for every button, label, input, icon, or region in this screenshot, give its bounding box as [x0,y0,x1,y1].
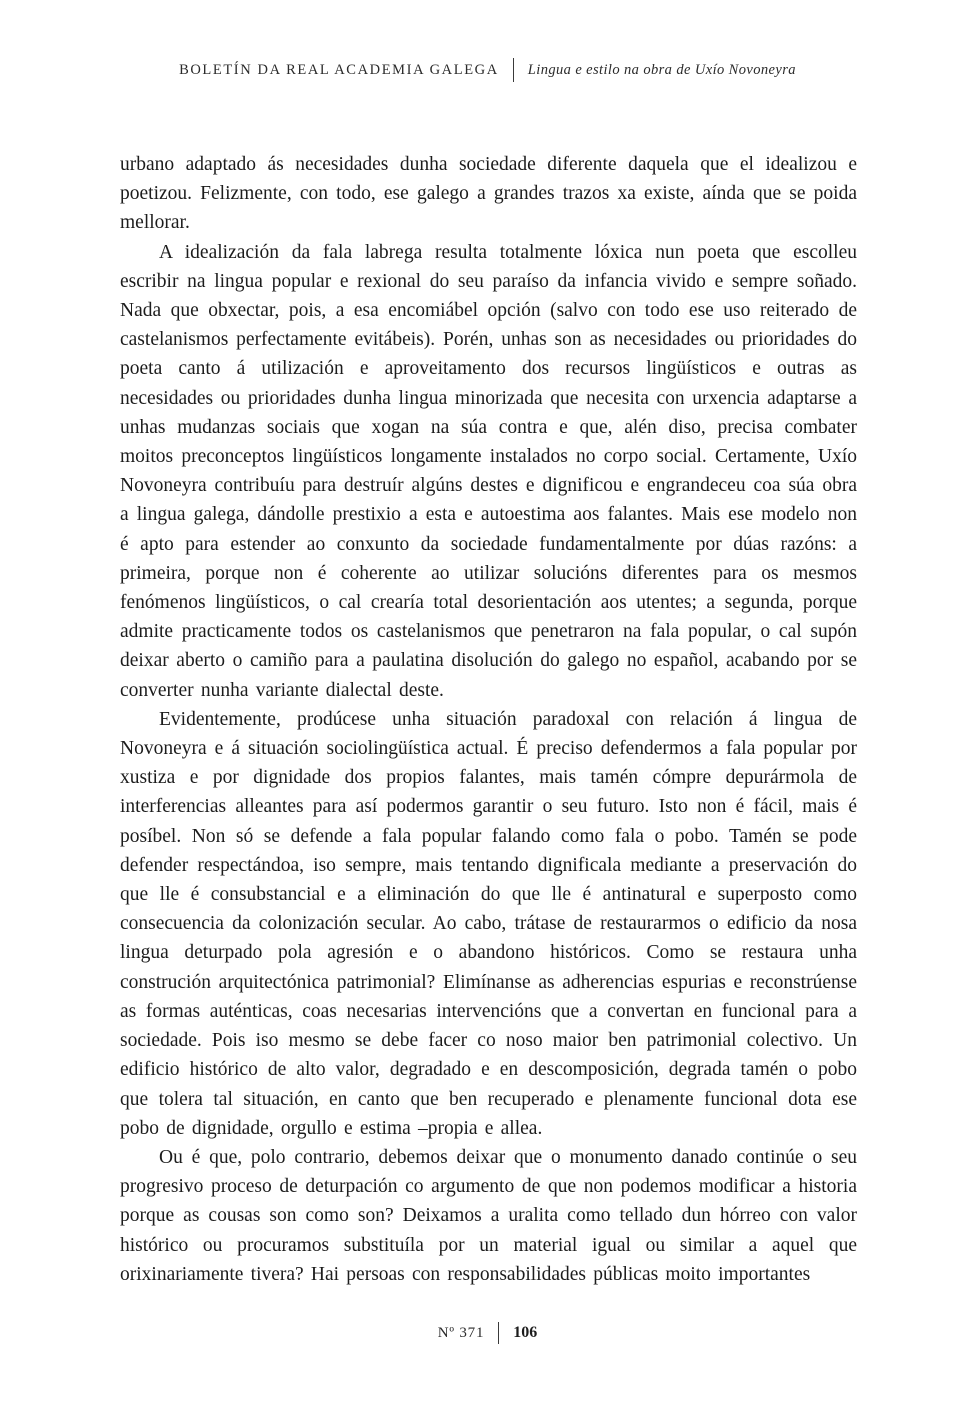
paragraph: Evidentemente, prodúcese unha situación paradoxal con relación á lingua de Novoneyra e á situación sociolingüística actual. É preciso defendermos a fala popular por xustiza e por dignidade dos propios falantes, mais tamén cómpre depurármola de interferencias alleantes para así podermos garantir o seu futuro. Isto non é fácil, mais é posíbel. Non só se defende a fala popular falando como fala o pobo. Tamén se pode defender respectándoa, iso sempre, mais tentando dignificala mediante a preservación do que lle é consubstancial e a eliminación do que lle é antinatural e superposto como consecuencia da colonización secular. Ao cabo, trátase de restaurarmos o edificio da nosa lingua deturpado pola agresión e o abandono históricos. Como se restaura unha construción arquitectónica patrimonial? Elimínanse as adherencias espurias e reconstrúense as formas auténticas, coas necesarias intervencións que a convertan en funcional para a sociedade. Pois iso mesmo se debe facer co noso maior ben patrimonial colectivo. Un edificio histórico de alto valor, degradado e en descomposición, degrada tamén o pobo que tolera tal situación, en canto que ben recuperado e plenamente funcional dota ese pobo de dignidade, orgullo e estima –propia e allea. [120,708,857,1139]
page-header [0,58,975,82]
article-body [120,150,857,1289]
paragraph: Ou é que, polo contrario, debemos deixar que o monumento danado continúe o seu progresivo proceso de deturpación co argumento de que non podemos modificar a historia porque as cousas son como son? Deixamos a uralita como tellado dun hórreo con valor histórico ou procuramos substituíla por un material igual ou similar a aquel que orixinariamente tivera? Hai persoas con responsabilidades públicas moito importantes [120,1146,857,1285]
page-number: 106 [513,1324,538,1341]
issue-number: Nº 371 [437,1324,485,1341]
paragraph: urbano adaptado ás necesidades dunha sociedade diferente daquela que el idealizou e poetizou. Felizmente, con todo, ese galego a grandes trazos xa existe, aínda que se poida mellorar. [120,154,857,234]
page-footer [0,1322,975,1344]
journal-title: BOLETÍN DA REAL ACADEMIA GALEGA [179,61,499,78]
article-title: Lingua e estilo na obra de Uxío Novoneyra [527,61,796,78]
paragraph: A idealización da fala labrega resulta totalmente lóxica nun poeta que escolleu escribir na lingua popular e rexional do seu paraíso da infancia vivido e sempre soñado. Nada que obxectar, pois, a esa encomiábel opción (salvo con todo ese uso reiterado de castelanismos perfectamente evitábeis). Porén, unhas son as necesidades ou prioridades do poeta canto á utilización e aproveitamento dos recursos lingüísticos e outras as necesidades ou prioridades dunha lingua minorizada que necesita con urxencia adaptarse a unhas mudanzas sociais que xogan na súa contra e que, alén diso, precisa combater moitos preconceptos lingüísticos longamente instalados no corpo social. Certamente, Uxío Novoneyra contribuíu para destruír algúns destes e dignificou e engrandeceu coa súa obra a lingua galega, dándolle prestixio a esta e autoestima aos falantes. Mais ese modelo non é apto para estender ao conxunto da sociedade fundamentalmente por dúas razóns: a primeira, porque non é coherente ao utilizar solucións diferentes para os mesmos fenómenos lingüísticos, o cal crearía total desorientación aos utentes; a segunda, porque admite practicamente todos os castelanismos que penetraron na fala popular, o cal supón deixar aberto o camiño para a paulatina disolución do galego no español, acabando por se converter nunha variante dialectal deste. [120,241,857,701]
